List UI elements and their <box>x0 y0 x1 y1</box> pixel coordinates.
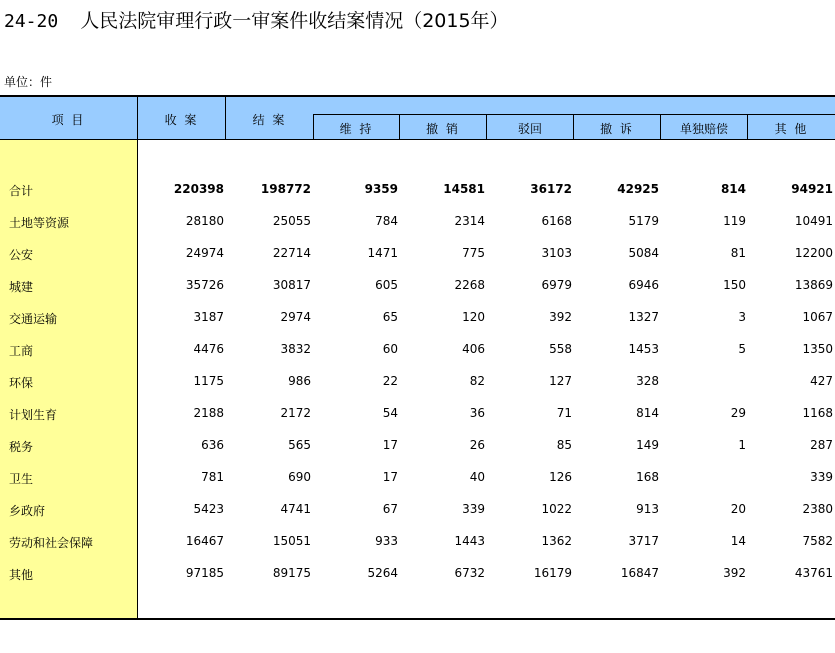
cell-value: 933 <box>375 534 398 548</box>
cell-value: 13869 <box>794 278 833 292</box>
cell-value: 5084 <box>628 246 659 260</box>
cell-value: 126 <box>549 470 572 484</box>
cell-value: 328 <box>636 374 659 388</box>
cell-value: 14581 <box>443 182 485 196</box>
table-row <box>0 339 835 359</box>
cell-value: 9359 <box>364 182 398 196</box>
row-label: 环保 <box>9 376 34 390</box>
row-label: 交通运输 <box>9 312 58 326</box>
cell-value: 40 <box>469 470 485 484</box>
cell-value: 17 <box>382 470 398 484</box>
row-label: 公安 <box>9 248 34 262</box>
cell-value: 81 <box>730 246 746 260</box>
cell-value: 5 <box>738 342 746 356</box>
cell-value: 29 <box>730 406 746 420</box>
row-label: 城建 <box>9 280 34 294</box>
cell-value: 1175 <box>193 374 224 388</box>
cell-value: 5179 <box>628 214 659 228</box>
cell-value: 392 <box>549 310 572 324</box>
table-row <box>0 275 835 295</box>
row-label: 乡政府 <box>9 504 46 518</box>
cell-value: 12200 <box>794 246 833 260</box>
cell-value: 781 <box>201 470 224 484</box>
cell-value: 2314 <box>454 214 485 228</box>
table-row <box>0 211 835 231</box>
cell-value: 16179 <box>533 566 572 580</box>
unit-label: 单位：件 <box>4 75 53 89</box>
cell-value: 22714 <box>272 246 311 260</box>
cell-value: 392 <box>723 566 746 580</box>
cell-value: 3717 <box>628 534 659 548</box>
cell-value: 5264 <box>367 566 398 580</box>
row-label: 工商 <box>9 344 34 358</box>
table-row <box>0 563 835 583</box>
cell-value: 26 <box>469 438 485 452</box>
cell-value: 775 <box>462 246 485 260</box>
cell-value: 36172 <box>530 182 572 196</box>
cell-value: 6168 <box>541 214 572 228</box>
cell-value: 67 <box>382 502 398 516</box>
cell-value: 16467 <box>185 534 224 548</box>
table-bottom-rule <box>0 618 835 620</box>
table-row <box>0 499 835 519</box>
cell-value: 36 <box>469 406 485 420</box>
cell-value: 2188 <box>193 406 224 420</box>
header-sub-compensation: 单独赔偿 <box>679 122 728 136</box>
cell-value: 605 <box>375 278 398 292</box>
cell-value: 2268 <box>454 278 485 292</box>
cell-value: 65 <box>382 310 398 324</box>
cell-value: 986 <box>288 374 311 388</box>
cell-value: 24974 <box>185 246 224 260</box>
cell-value: 287 <box>810 438 833 452</box>
cell-value: 814 <box>720 182 746 196</box>
table-title: 人民法院审理行政一审案件收结案情况（2015年） <box>80 10 509 32</box>
cell-value: 71 <box>556 406 572 420</box>
cell-value: 168 <box>636 470 659 484</box>
row-label: 合计 <box>9 184 34 198</box>
cell-value: 3103 <box>541 246 572 260</box>
cell-value: 7582 <box>802 534 833 548</box>
cell-value: 339 <box>810 470 833 484</box>
table-row <box>0 531 835 551</box>
cell-value: 35726 <box>185 278 224 292</box>
cell-value: 6946 <box>628 278 659 292</box>
cell-value: 94921 <box>791 182 833 196</box>
cell-value: 42925 <box>617 182 659 196</box>
cell-value: 54 <box>382 406 398 420</box>
cell-value: 3832 <box>280 342 311 356</box>
cell-value: 1327 <box>628 310 659 324</box>
table-row <box>0 403 835 423</box>
cell-value: 16847 <box>620 566 659 580</box>
cell-value: 4741 <box>280 502 311 516</box>
header-sub-other: 其 他 <box>774 122 809 136</box>
cell-value: 1362 <box>541 534 572 548</box>
cell-value: 30817 <box>272 278 311 292</box>
cell-value: 814 <box>636 406 659 420</box>
table-top-rule <box>0 95 835 97</box>
cell-value: 2380 <box>802 502 833 516</box>
cell-value: 1350 <box>802 342 833 356</box>
cell-value: 85 <box>556 438 572 452</box>
row-label: 卫生 <box>9 472 34 486</box>
cell-value: 2974 <box>280 310 311 324</box>
cell-value: 17 <box>382 438 398 452</box>
cell-value: 10491 <box>794 214 833 228</box>
cell-value: 25055 <box>272 214 311 228</box>
cell-value: 28180 <box>185 214 224 228</box>
header-bottom-rule <box>0 139 835 140</box>
cell-value: 220398 <box>173 182 224 196</box>
cell-value: 6979 <box>541 278 572 292</box>
cell-value: 149 <box>636 438 659 452</box>
cell-value: 43761 <box>794 566 833 580</box>
cell-value: 3 <box>738 310 746 324</box>
cell-value: 1067 <box>802 310 833 324</box>
cell-value: 89175 <box>272 566 311 580</box>
cell-value: 20 <box>730 502 746 516</box>
table-row <box>0 307 835 327</box>
table-row-total <box>0 179 835 199</box>
header-sub-rule <box>313 114 835 115</box>
cell-value: 60 <box>382 342 398 356</box>
cell-value: 1443 <box>454 534 485 548</box>
row-label: 计划生育 <box>9 408 58 422</box>
cell-value: 1453 <box>628 342 659 356</box>
cell-value: 565 <box>288 438 311 452</box>
cell-value: 5423 <box>193 502 224 516</box>
cell-value: 406 <box>462 342 485 356</box>
cell-value: 3187 <box>193 310 224 324</box>
cell-value: 1471 <box>367 246 398 260</box>
cell-value: 1168 <box>802 406 833 420</box>
cell-value: 82 <box>469 374 485 388</box>
header-sub-reject: 驳回 <box>517 122 542 136</box>
cell-value: 558 <box>549 342 572 356</box>
table-number: 24-20 <box>4 11 59 32</box>
row-label: 土地等资源 <box>9 216 70 230</box>
header-sub-revoke: 撤 销 <box>426 122 460 136</box>
header-item: 项 目 <box>51 113 86 127</box>
cell-value: 6732 <box>454 566 485 580</box>
cell-value: 127 <box>549 374 572 388</box>
cell-value: 690 <box>288 470 311 484</box>
cell-value: 22 <box>382 374 398 388</box>
cell-value: 427 <box>810 374 833 388</box>
page-title <box>4 6 509 33</box>
cell-value: 120 <box>462 310 485 324</box>
header-closed: 结 案 <box>252 113 287 127</box>
row-label: 税务 <box>9 440 34 454</box>
cell-value: 198772 <box>260 182 311 196</box>
table-row <box>0 467 835 487</box>
table-row <box>0 435 835 455</box>
header-received: 收 案 <box>164 113 199 127</box>
table-row <box>0 243 835 263</box>
cell-value: 339 <box>462 502 485 516</box>
cell-value: 2172 <box>280 406 311 420</box>
cell-value: 14 <box>730 534 746 548</box>
cell-value: 913 <box>636 502 659 516</box>
header-sub-withdraw: 撤 诉 <box>600 122 634 136</box>
cell-value: 1022 <box>541 502 572 516</box>
cell-value: 150 <box>723 278 746 292</box>
cell-value: 784 <box>375 214 398 228</box>
cell-value: 15051 <box>272 534 311 548</box>
cell-value: 1 <box>738 438 746 452</box>
cell-value: 97185 <box>185 566 224 580</box>
cell-value: 4476 <box>193 342 224 356</box>
header-sub-uphold: 维 持 <box>339 122 374 136</box>
cell-value: 119 <box>723 214 746 228</box>
row-label: 劳动和社会保障 <box>9 536 94 550</box>
cell-value: 636 <box>201 438 224 452</box>
row-label: 其他 <box>9 568 34 582</box>
table-row <box>0 371 835 391</box>
